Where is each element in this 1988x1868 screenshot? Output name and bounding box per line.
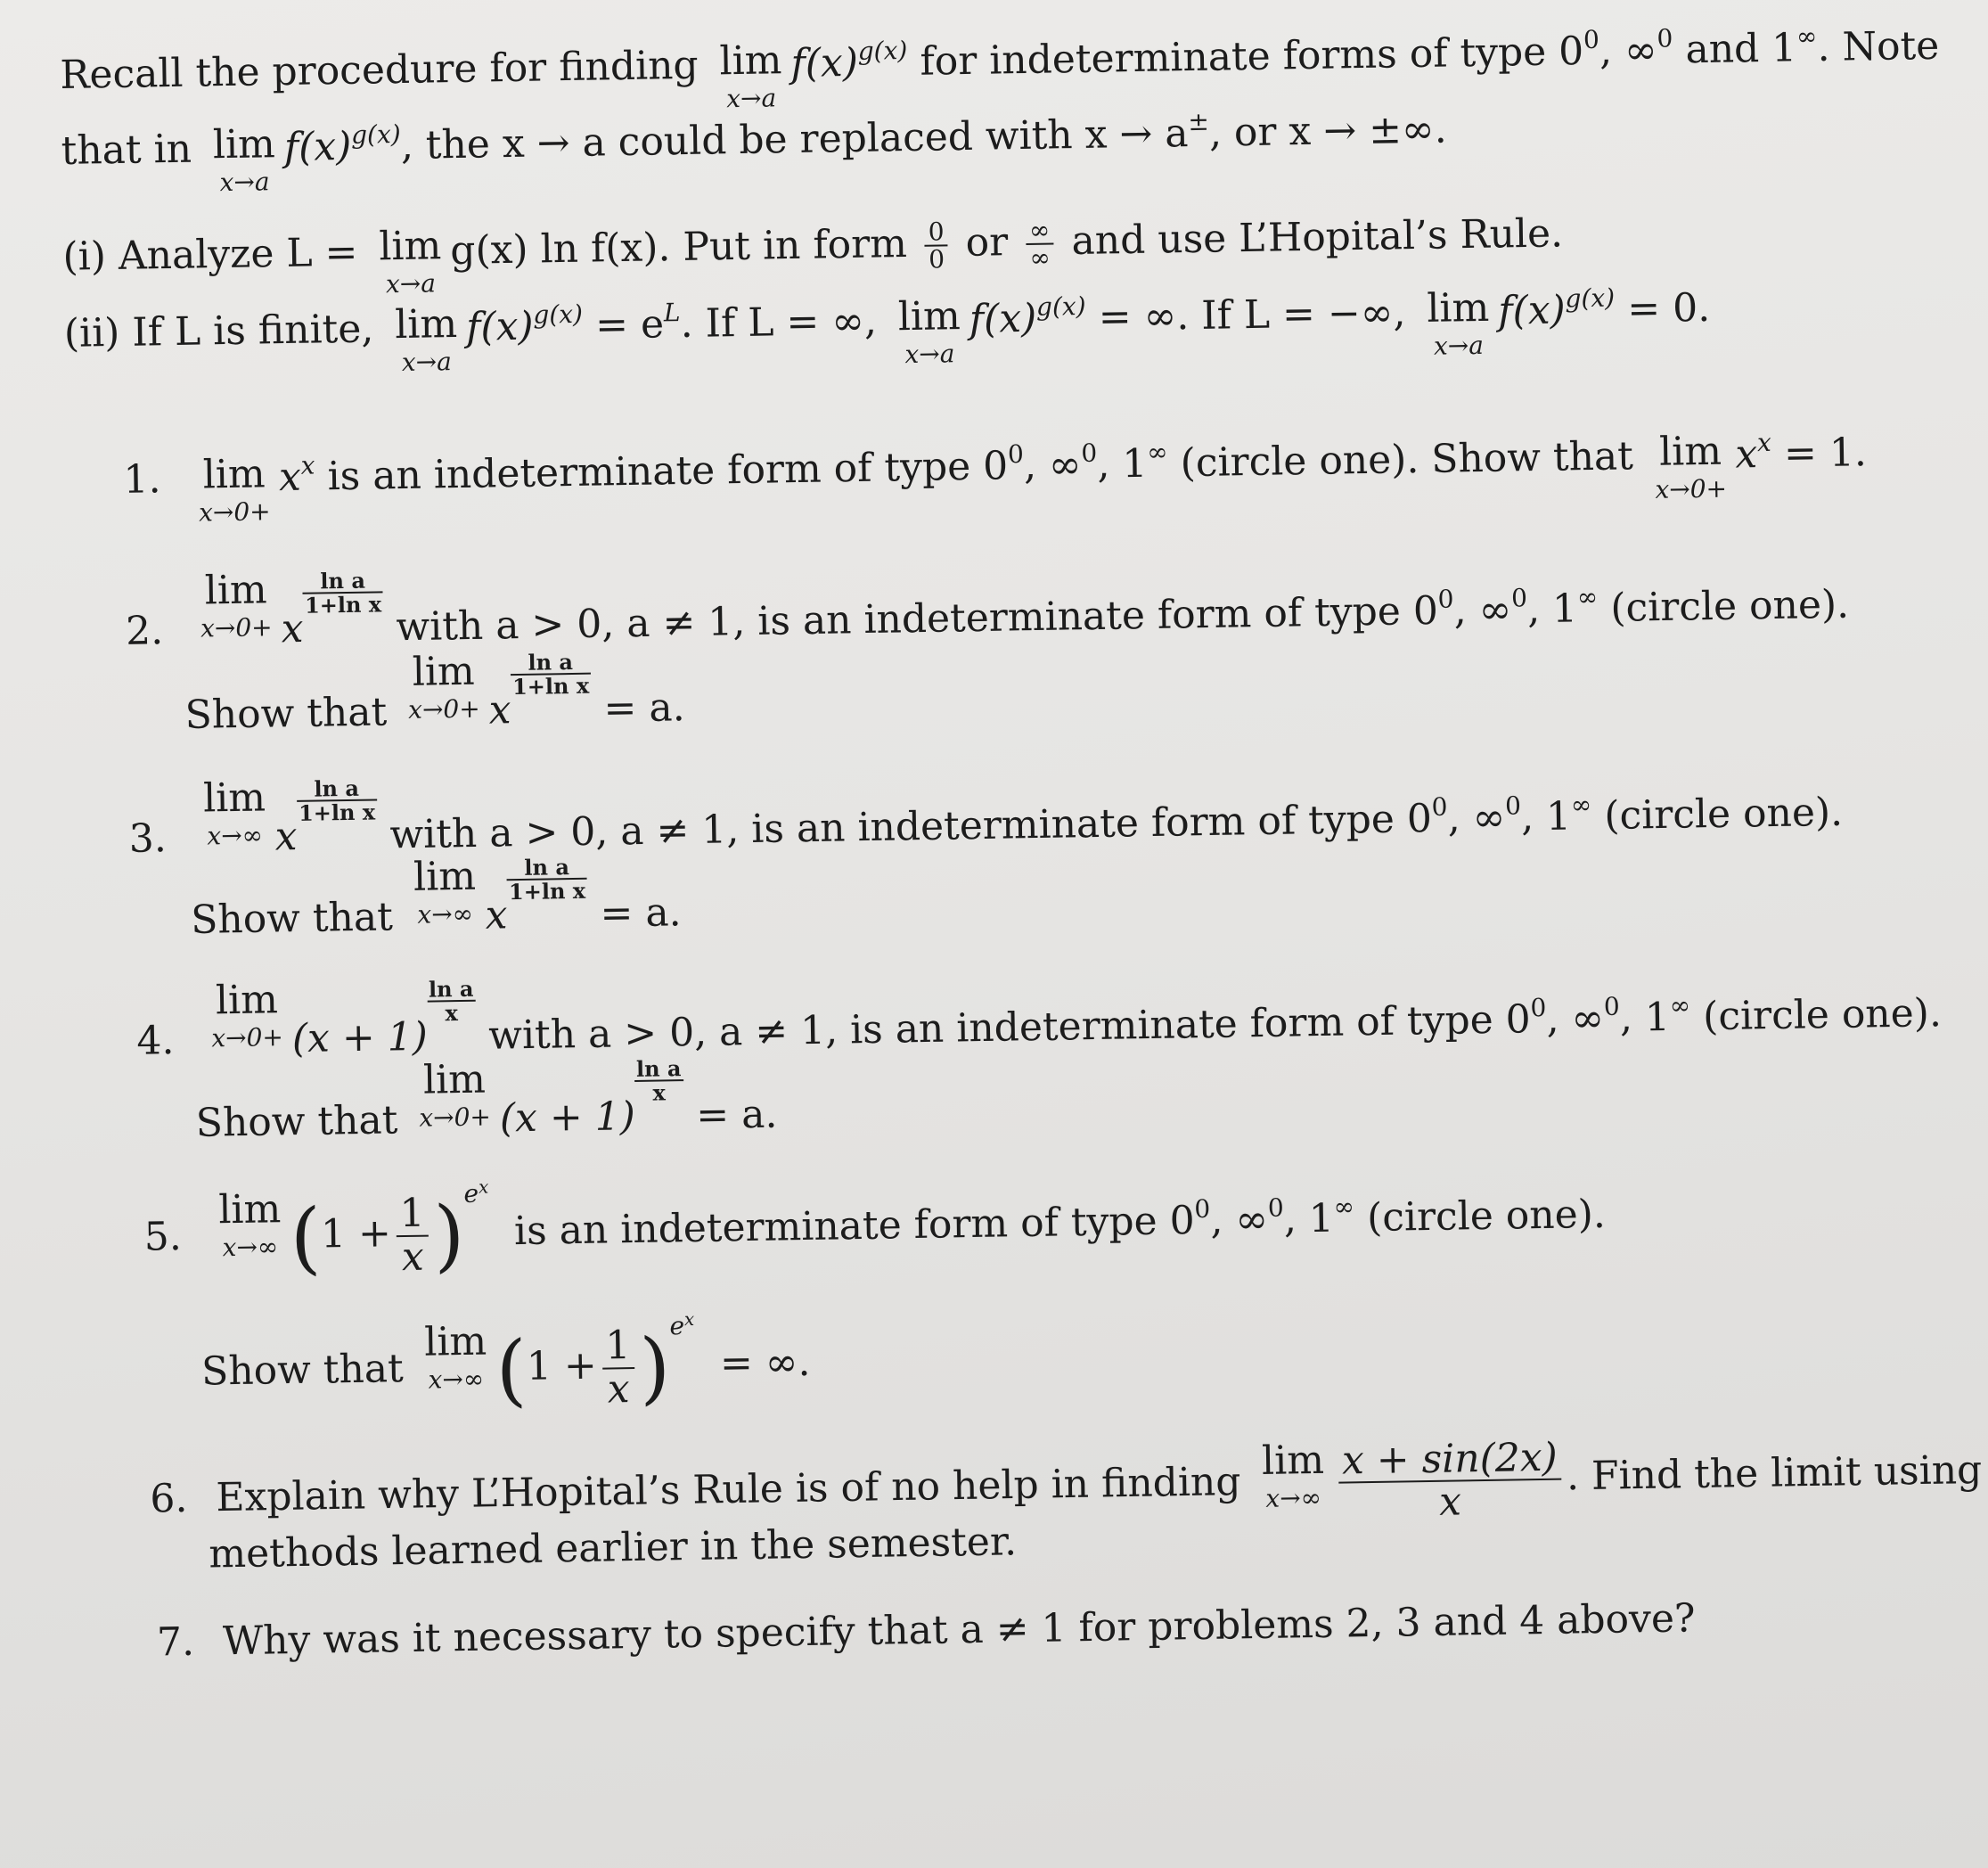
limit-operator: lim x→0+	[198, 451, 271, 528]
one-over-x: $\frac{1}{x}$	[396, 1193, 429, 1278]
step-i: (i) Analyze L = lim x→a g(x) ln f(x). Put in form $\frac{0}{0}$ or $\frac{\infty}{\infty}$ and use L’Hopital’s Rule.	[62, 210, 1564, 299]
limit-operator: lim x→∞	[1261, 1437, 1325, 1513]
limit-operator: lim x→a	[394, 300, 458, 377]
limit-operator: lim x→a	[897, 293, 961, 370]
one-over-x: $\frac{1}{x}$	[601, 1325, 634, 1410]
zero-over-zero: $\frac{0}{0}$	[924, 218, 948, 273]
limit-operator: lim x→0+	[1655, 428, 1728, 504]
right-paren: )	[433, 1188, 466, 1282]
problem-3-show: Show that lim x→∞ x $\frac{\text{ln a}}{\text{1+ln x}}$ = a.	[190, 853, 682, 943]
limit-operator: lim x→∞	[217, 1186, 282, 1263]
exponent-fraction: $\frac{\text{ln a}}{x}$	[634, 1057, 683, 1104]
limit-operator: lim x→0+	[407, 648, 480, 725]
limit-operator: lim x→a	[1426, 284, 1490, 361]
limit-operator: lim x→0+	[211, 977, 284, 1053]
problem-3: 3. lim x→∞ x $\frac{\text{ln a}}{\text{1+ln x}}$ with a > 0, a ≠ 1, is an indeterminate form of type $0^0$, ∞$^0$, 1∞ (circle one).	[128, 774, 1844, 863]
problem-4: 4. lim x→0+ (x + 1) $\frac{\text{ln a}}{x}$ with a > 0, a ≠ 1, is an indeterminate form of type $0^0$, ∞$^0$, 1∞ (circle one).	[135, 975, 1943, 1064]
exponent-fraction: $\frac{\text{ln a}}{\text{1+ln x}}$	[510, 651, 591, 699]
x-plus-sin-fraction: $\frac{x + \sin(2x)}{x}$	[1338, 1438, 1562, 1525]
problem-7: 7. Why was it necessary to specify that a ≠ 1 for problems 2, 3 and 4 above?	[156, 1595, 1696, 1666]
exponent-fraction: $\frac{\text{ln a}}{\text{1+ln x}}$	[296, 776, 377, 824]
limit-operator: lim x→0+	[419, 1056, 492, 1133]
right-paren: )	[639, 1321, 671, 1413]
intro-line-2: that in lim x→a $f(x)^{g(x)}$, the x → a could be replaced with x → a±, or x → ±∞.	[61, 106, 1448, 198]
infty-over-infty: $\frac{\infty}{\infty}$	[1026, 217, 1054, 271]
limit-operator: lim x→∞	[202, 774, 266, 851]
limit-operator: lim x→a	[378, 223, 442, 299]
left-paren: (	[495, 1323, 528, 1416]
exponent-fraction: $\frac{\text{ln a}}{\text{1+ln x}}$	[506, 856, 587, 904]
problem-6-line-2: methods learned earlier in the semester.	[209, 1519, 1018, 1577]
problem-5: 5. lim x→∞ (1 + $\frac{1}{x}$ )$^{e^x}$ is an indeterminate form of type $0^0$, ∞$^0$, 1∞ (circle one).	[143, 1176, 1607, 1283]
problem-6: 6. Explain why L’Hopital’s Rule is of no help in finding lim x→∞ $\frac{x + \sin(2x)}{x}$ . Find the limit using	[150, 1434, 1983, 1526]
limit-operator: lim x→0+	[200, 567, 273, 643]
limit-operator: lim x→∞	[413, 853, 477, 930]
problem-1: 1. lim x→0+ $x^x$ is an indeterminate form of type $0^0$, ∞$^0$, 1∞ (circle one). Show that lim x→0+ $x^x = 1$.	[123, 427, 1868, 528]
problem-2: 2. lim x→0+ x $\frac{\text{ln a}}{\text{1+ln x}}$ with a > 0, a ≠ 1, is an indeterminate form of type $0^0$, ∞$^0$, 1∞ (circle one).	[125, 567, 1850, 655]
problem-2-show: Show that lim x→0+ x $\frac{\text{ln a}}{\text{1+ln x}}$ = a.	[184, 648, 686, 739]
problem-5-show: Show that lim x→∞ (1 + $\frac{1}{x}$ )$^{e^x}$ = ∞.	[200, 1307, 811, 1416]
limit-operator: lim x→∞	[423, 1318, 487, 1395]
exponent-fraction: $\frac{\text{ln a}}{\text{1+ln x}}$	[302, 569, 383, 617]
limit-operator: lim x→a	[719, 37, 782, 114]
problem-4-show: Show that lim x→0+ (x + 1) $\frac{\text{ln a}}{x}$ = a.	[195, 1055, 778, 1146]
step-ii: (ii) If L is finite, lim x→a $f(x)^{g(x)} = e^L$. If L = ∞, lim x→a $f(x)^{g(x)}$ = ∞. If L = −∞, lim x→a $f(x)^{g(x)} = 0$.	[63, 283, 1711, 377]
exponent-fraction: $\frac{\text{ln a}}{x}$	[427, 978, 476, 1025]
left-paren: (	[289, 1191, 322, 1283]
intro-line-1: Recall the procedure for finding lim x→a $f(x)^{g(x)}$ for indeterminate forms of type $0^0$, ∞$^0$ and 1∞. Note	[59, 20, 1940, 114]
limit-operator: lim x→a	[212, 121, 276, 198]
